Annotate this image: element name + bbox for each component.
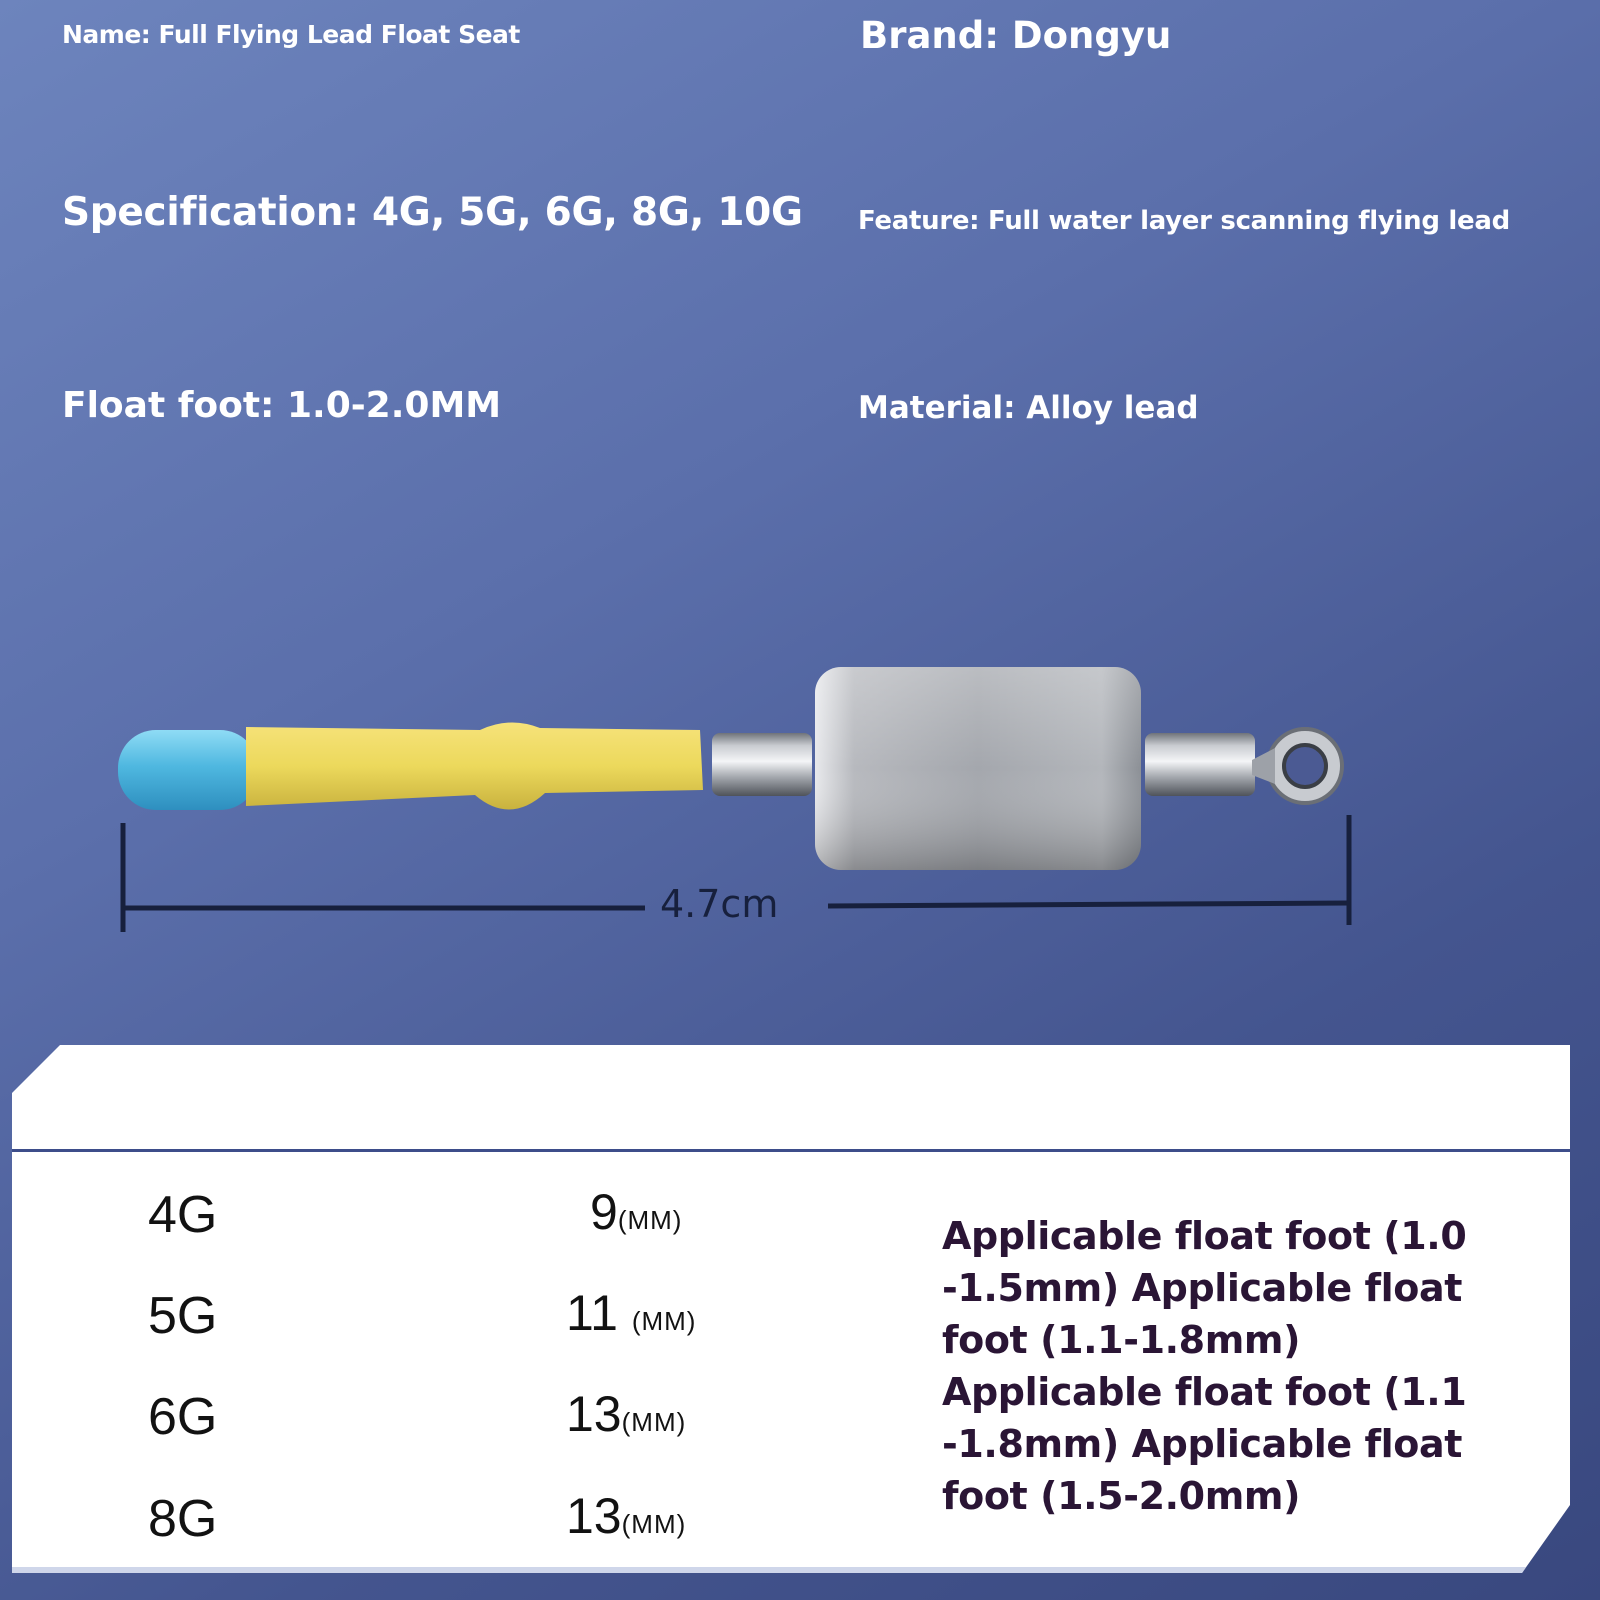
size-value: 9: [590, 1184, 618, 1240]
size-row: [566, 1487, 686, 1545]
specification-label: Specification: 4G, 5G, 6G, 8G, 10G: [62, 190, 803, 235]
yellow-sleeve: [246, 722, 703, 809]
size-unit: (MM): [617, 1205, 683, 1235]
left-connector: [712, 733, 812, 796]
size-row: [590, 1183, 682, 1241]
size-row: [566, 1385, 686, 1443]
size-value: 13: [566, 1386, 622, 1442]
weight-4g: 4G: [148, 1186, 218, 1244]
product-name: Name: Full Flying Lead Float Seat: [62, 20, 520, 49]
size-value: 13: [566, 1488, 622, 1544]
float-foot-label: Float foot: 1.0-2.0MM: [62, 385, 502, 426]
brand-label: Brand: Dongyu: [860, 14, 1172, 57]
feature-label: Feature: Full water layer scanning flying lead: [858, 206, 1510, 236]
size-unit: (MM): [621, 1509, 687, 1539]
blue-tip: [118, 730, 258, 810]
weight-5g: 5G: [148, 1287, 218, 1345]
size-unit: (MM): [621, 1407, 687, 1437]
table-divider: [12, 1149, 1570, 1152]
size-value: 11: [566, 1285, 618, 1341]
weight-8g: 8G: [148, 1490, 218, 1548]
size-unit: (MM): [631, 1306, 697, 1336]
weight-6g: 6G: [148, 1388, 218, 1446]
size-row: [566, 1284, 696, 1342]
right-connector: [1145, 733, 1255, 796]
length-label: 4.7cm: [660, 882, 779, 926]
material-label: Material: Alloy lead: [858, 390, 1199, 426]
applicable-float-foot-text: Applicable float foot (1.0 -1.5mm) Applicable float foot (1.1-1.8mm) Applicable float foot (1.1 -1.8mm) Applicable float foot (1.5-2.0mm): [942, 1214, 1467, 1518]
